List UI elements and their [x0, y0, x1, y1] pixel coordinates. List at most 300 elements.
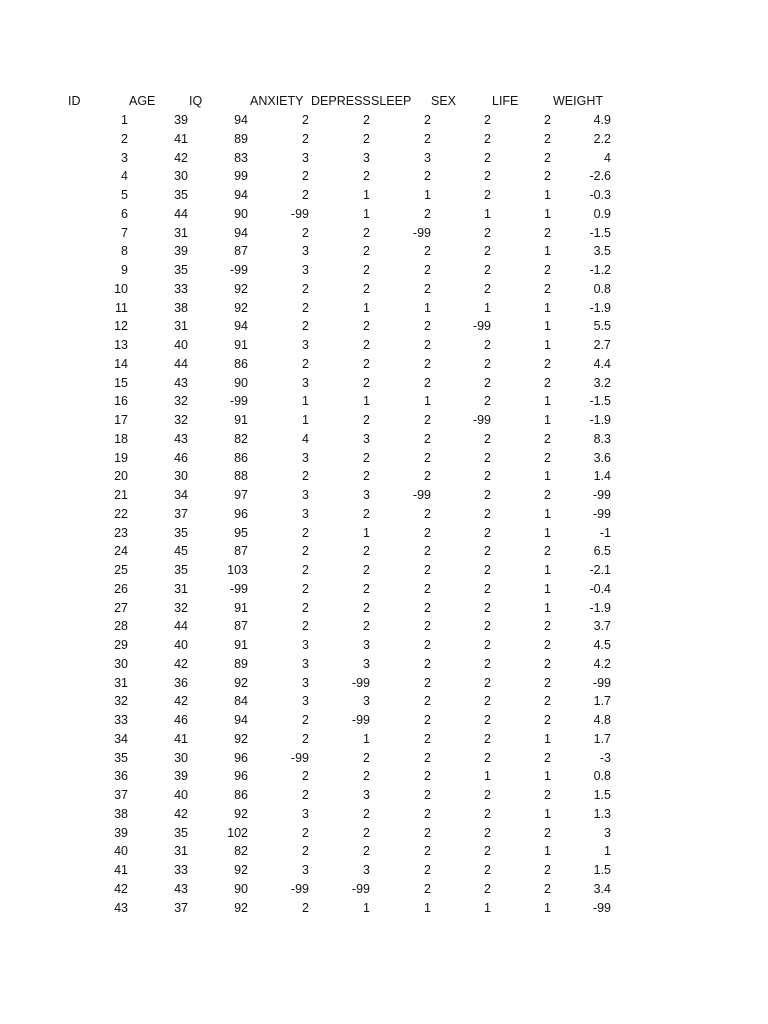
cell-age: 39: [174, 244, 188, 259]
cell-life: 2: [544, 863, 551, 877]
cell-sleep: 2: [424, 638, 431, 652]
cell-depress: 2: [363, 825, 370, 840]
cell-sleep: 2: [424, 750, 431, 765]
cell-anxiety: 3: [302, 675, 309, 690]
cell-anxiety: 3: [302, 694, 309, 709]
cell-sex: 1: [484, 900, 491, 915]
table-row: [0, 730, 768, 749]
column-header-depress: DEPRESS: [311, 94, 371, 108]
cell-weight: 1.7: [593, 731, 611, 746]
cell-sex: 2: [484, 356, 491, 371]
cell-life: 2: [544, 825, 551, 840]
cell-depress: 2: [363, 469, 370, 484]
cell-anxiety: -99: [290, 206, 309, 221]
cell-sex: 2: [484, 750, 491, 765]
cell-sex: 2: [484, 150, 491, 165]
cell-weight: 4.9: [593, 113, 611, 127]
cell-life: 2: [544, 656, 551, 671]
cell-id: 12: [114, 319, 128, 334]
cell-weight: 0.8: [593, 769, 611, 784]
cell-sex: 2: [484, 263, 491, 277]
cell-id: 16: [114, 394, 128, 409]
table-row: [0, 130, 768, 149]
cell-age: 43: [174, 881, 188, 896]
cell-sex: 2: [484, 544, 491, 559]
cell-anxiety: 1: [302, 394, 309, 409]
cell-sleep: 2: [424, 863, 431, 877]
cell-depress: 1: [363, 731, 370, 746]
cell-anxiety: 1: [302, 413, 309, 427]
table-row: [0, 149, 768, 168]
cell-sleep: 2: [424, 769, 431, 784]
cell-depress: 2: [363, 319, 370, 334]
cell-id: 2: [121, 131, 128, 146]
cell-anxiety: 3: [302, 488, 309, 502]
cell-sex: 2: [484, 638, 491, 652]
cell-age: 33: [174, 281, 188, 296]
cell-age: 40: [174, 638, 188, 652]
cell-sex: 2: [484, 563, 491, 577]
cell-life: 1: [544, 469, 551, 484]
cell-age: 31: [174, 225, 188, 240]
cell-life: 1: [544, 206, 551, 221]
cell-weight: -2.1: [589, 563, 611, 577]
cell-life: 2: [544, 788, 551, 802]
cell-anxiety: 3: [302, 806, 309, 821]
cell-age: 39: [174, 113, 188, 127]
cell-iq: 83: [234, 150, 248, 165]
cell-age: 44: [174, 206, 188, 221]
column-header-sleep: SLEEP: [371, 94, 412, 108]
cell-anxiety: 2: [302, 469, 309, 484]
cell-sex: 2: [484, 225, 491, 240]
cell-weight: 3.7: [593, 619, 611, 634]
cell-id: 11: [115, 300, 128, 315]
table-row: [0, 186, 768, 205]
cell-depress: 2: [363, 806, 370, 821]
cell-anxiety: 2: [302, 113, 309, 127]
cell-anxiety: 3: [302, 375, 309, 390]
cell-id: 22: [114, 506, 128, 521]
cell-iq: 96: [234, 769, 248, 784]
cell-depress: 3: [363, 656, 370, 671]
cell-id: 17: [114, 413, 128, 427]
cell-life: 1: [544, 244, 551, 259]
cell-sex: 2: [484, 244, 491, 259]
cell-life: 2: [544, 881, 551, 896]
cell-depress: 3: [363, 694, 370, 709]
cell-life: 2: [544, 450, 551, 465]
cell-depress: 2: [363, 619, 370, 634]
cell-depress: -99: [351, 881, 370, 896]
cell-anxiety: 2: [302, 769, 309, 784]
cell-life: 1: [544, 581, 551, 596]
cell-sleep: 2: [424, 731, 431, 746]
cell-age: 45: [174, 544, 188, 559]
cell-depress: -99: [351, 675, 370, 690]
cell-sleep: 2: [424, 694, 431, 709]
table-row: [0, 205, 768, 224]
cell-weight: -2.6: [589, 169, 611, 184]
cell-id: 21: [114, 488, 128, 502]
cell-sex: 2: [484, 675, 491, 690]
cell-weight: -1.2: [589, 263, 611, 277]
cell-weight: 4: [604, 150, 611, 165]
cell-iq: 86: [234, 788, 248, 802]
cell-anxiety: 2: [302, 731, 309, 746]
cell-id: 43: [114, 900, 128, 915]
cell-weight: 1.4: [593, 469, 611, 484]
cell-anxiety: -99: [290, 881, 309, 896]
cell-sex: 2: [484, 375, 491, 390]
cell-age: 42: [174, 806, 188, 821]
cell-sleep: 2: [424, 113, 431, 127]
table-row: [0, 280, 768, 299]
cell-depress: 2: [363, 356, 370, 371]
cell-sex: 2: [484, 169, 491, 184]
cell-id: 29: [114, 638, 128, 652]
cell-sleep: 2: [424, 619, 431, 634]
cell-sleep: 2: [424, 675, 431, 690]
cell-age: 30: [174, 169, 188, 184]
cell-depress: 2: [363, 338, 370, 352]
cell-weight: 4.8: [593, 713, 611, 727]
cell-sex: 1: [484, 769, 491, 784]
cell-sex: 2: [484, 394, 491, 409]
cell-weight: -1.5: [589, 394, 611, 409]
table-row: [0, 111, 768, 130]
cell-depress: 2: [363, 600, 370, 615]
cell-anxiety: 2: [302, 225, 309, 240]
cell-anxiety: 2: [302, 169, 309, 184]
cell-weight: 4.5: [593, 638, 611, 652]
cell-age: 33: [174, 863, 188, 877]
table-row: [0, 430, 768, 449]
cell-life: 1: [544, 731, 551, 746]
cell-sex: -99: [472, 319, 491, 334]
cell-iq: 91: [234, 338, 248, 352]
cell-age: 44: [174, 619, 188, 634]
cell-depress: 2: [363, 413, 370, 427]
table-row: [0, 655, 768, 674]
cell-depress: 2: [363, 263, 370, 277]
cell-sleep: 2: [424, 244, 431, 259]
column-header-life: LIFE: [492, 94, 519, 108]
cell-sleep: 2: [424, 169, 431, 184]
cell-age: 30: [174, 469, 188, 484]
cell-id: 9: [121, 263, 128, 277]
cell-age: 41: [174, 731, 188, 746]
table-row: [0, 299, 768, 318]
cell-weight: 1.3: [593, 806, 611, 821]
cell-life: 2: [544, 488, 551, 502]
cell-sex: 2: [484, 188, 491, 202]
cell-iq: 92: [234, 731, 248, 746]
cell-life: 2: [544, 150, 551, 165]
cell-anxiety: 2: [302, 188, 309, 202]
cell-life: 1: [544, 525, 551, 540]
cell-life: 1: [544, 844, 551, 859]
table-row: [0, 786, 768, 805]
cell-weight: 0.8: [593, 281, 611, 296]
table-row: [0, 880, 768, 899]
cell-sleep: 2: [424, 544, 431, 559]
cell-depress: 2: [363, 113, 370, 127]
cell-depress: 1: [363, 900, 370, 915]
cell-life: 1: [544, 394, 551, 409]
cell-sleep: 2: [424, 356, 431, 371]
cell-anxiety: 3: [302, 656, 309, 671]
cell-life: 1: [544, 900, 551, 915]
table-row: [0, 861, 768, 880]
cell-life: 1: [544, 413, 551, 427]
cell-age: 41: [174, 131, 188, 146]
cell-sleep: 2: [424, 281, 431, 296]
cell-life: 2: [544, 694, 551, 709]
column-header-anxiety: ANXIETY: [250, 94, 304, 108]
header-row: [0, 92, 768, 111]
cell-iq: 90: [234, 375, 248, 390]
cell-age: 46: [174, 450, 188, 465]
cell-life: 2: [544, 356, 551, 371]
cell-anxiety: 2: [302, 544, 309, 559]
cell-anxiety: 2: [302, 825, 309, 840]
cell-iq: 82: [234, 844, 248, 859]
column-header-iq: IQ: [189, 94, 203, 108]
cell-id: 26: [114, 581, 128, 596]
cell-weight: 3: [604, 825, 611, 840]
table-row: [0, 561, 768, 580]
cell-life: 1: [544, 300, 551, 315]
cell-id: 15: [114, 375, 128, 390]
cell-depress: 2: [363, 281, 370, 296]
cell-id: 42: [114, 881, 128, 896]
cell-anxiety: 3: [302, 506, 309, 521]
table-row: [0, 824, 768, 843]
cell-sex: 1: [484, 300, 491, 315]
cell-id: 5: [121, 188, 128, 202]
table-row: [0, 355, 768, 374]
cell-age: 42: [174, 694, 188, 709]
cell-sleep: 2: [424, 881, 431, 896]
cell-depress: 1: [363, 394, 370, 409]
cell-anxiety: 3: [302, 338, 309, 352]
cell-id: 23: [114, 525, 128, 540]
cell-depress: 2: [363, 244, 370, 259]
cell-life: 2: [544, 131, 551, 146]
cell-sex: 2: [484, 656, 491, 671]
cell-life: 2: [544, 619, 551, 634]
cell-anxiety: 2: [302, 300, 309, 315]
cell-weight: 3.4: [593, 881, 611, 896]
cell-anxiety: 3: [302, 863, 309, 877]
table-row: [0, 899, 768, 918]
cell-sex: 1: [484, 206, 491, 221]
cell-sleep: 2: [424, 806, 431, 821]
cell-life: 1: [544, 338, 551, 352]
cell-anxiety: 2: [302, 131, 309, 146]
cell-anxiety: 2: [302, 563, 309, 577]
cell-weight: 3.2: [593, 375, 611, 390]
cell-depress: 1: [363, 188, 370, 202]
cell-iq: 87: [234, 544, 248, 559]
cell-anxiety: 2: [302, 713, 309, 727]
cell-id: 31: [114, 675, 128, 690]
cell-sleep: 2: [424, 206, 431, 221]
cell-depress: 3: [363, 488, 370, 502]
cell-anxiety: 2: [302, 319, 309, 334]
cell-id: 33: [114, 713, 128, 727]
cell-iq: 82: [234, 431, 248, 446]
cell-depress: 2: [363, 169, 370, 184]
cell-weight: 2.2: [593, 131, 611, 146]
cell-depress: 3: [363, 788, 370, 802]
cell-iq: 94: [234, 225, 248, 240]
cell-depress: 2: [363, 544, 370, 559]
cell-life: 1: [544, 319, 551, 334]
cell-age: 35: [174, 525, 188, 540]
cell-weight: 1.7: [593, 694, 611, 709]
cell-id: 34: [114, 731, 128, 746]
cell-iq: -99: [229, 263, 248, 277]
cell-id: 32: [114, 694, 128, 709]
cell-depress: 2: [363, 131, 370, 146]
cell-anxiety: 2: [302, 900, 309, 915]
cell-sex: 2: [484, 619, 491, 634]
cell-sleep: 1: [424, 394, 431, 409]
cell-age: 32: [174, 600, 188, 615]
cell-anxiety: 2: [302, 356, 309, 371]
cell-sex: 2: [484, 844, 491, 859]
cell-depress: -99: [351, 713, 370, 727]
table-row: [0, 449, 768, 468]
table-row: [0, 674, 768, 693]
table-row: [0, 617, 768, 636]
cell-age: 35: [174, 563, 188, 577]
table-row: [0, 805, 768, 824]
cell-depress: 3: [363, 863, 370, 877]
cell-sleep: 1: [424, 300, 431, 315]
table-row: [0, 374, 768, 393]
cell-sex: 2: [484, 713, 491, 727]
cell-sleep: 2: [424, 431, 431, 446]
cell-depress: 2: [363, 563, 370, 577]
cell-id: 18: [114, 431, 128, 446]
cell-sleep: 1: [424, 900, 431, 915]
cell-age: 46: [174, 713, 188, 727]
cell-sex: 2: [484, 806, 491, 821]
cell-id: 38: [114, 806, 128, 821]
cell-life: 2: [544, 638, 551, 652]
cell-sleep: 2: [424, 563, 431, 577]
cell-iq: 92: [234, 281, 248, 296]
cell-id: 20: [114, 469, 128, 484]
cell-depress: 1: [363, 206, 370, 221]
cell-life: 2: [544, 225, 551, 240]
cell-life: 1: [544, 600, 551, 615]
cell-id: 30: [114, 656, 128, 671]
cell-age: 31: [174, 581, 188, 596]
cell-anxiety: 3: [302, 450, 309, 465]
table-row: [0, 599, 768, 618]
cell-life: 1: [544, 563, 551, 577]
cell-depress: 2: [363, 450, 370, 465]
cell-sex: 2: [484, 338, 491, 352]
cell-iq: 89: [234, 131, 248, 146]
cell-sleep: 2: [424, 788, 431, 802]
cell-iq: 87: [234, 244, 248, 259]
cell-sleep: 2: [424, 450, 431, 465]
cell-iq: 92: [234, 675, 248, 690]
cell-age: 44: [174, 356, 188, 371]
cell-depress: 2: [363, 581, 370, 596]
cell-sex: 2: [484, 506, 491, 521]
cell-depress: 2: [363, 506, 370, 521]
cell-weight: -1.5: [589, 225, 611, 240]
cell-id: 6: [121, 206, 128, 221]
cell-id: 24: [114, 544, 128, 559]
cell-sleep: 2: [424, 581, 431, 596]
cell-sleep: 2: [424, 525, 431, 540]
cell-id: 13: [114, 338, 128, 352]
cell-iq: 102: [227, 825, 248, 840]
cell-life: 2: [544, 375, 551, 390]
cell-sleep: 1: [424, 188, 431, 202]
cell-sex: -99: [472, 413, 491, 427]
cell-anxiety: 4: [302, 431, 309, 446]
cell-age: 36: [174, 675, 188, 690]
cell-anxiety: 2: [302, 581, 309, 596]
cell-age: 31: [174, 319, 188, 334]
cell-sex: 2: [484, 863, 491, 877]
cell-id: 25: [114, 563, 128, 577]
cell-weight: 4.4: [593, 356, 611, 371]
cell-life: 2: [544, 431, 551, 446]
cell-iq: 97: [234, 488, 248, 502]
cell-sex: 2: [484, 525, 491, 540]
cell-iq: 92: [234, 900, 248, 915]
cell-id: 1: [121, 113, 128, 127]
cell-id: 8: [121, 244, 128, 259]
cell-iq: -99: [229, 394, 248, 409]
table-row: [0, 636, 768, 655]
cell-iq: 96: [234, 750, 248, 765]
cell-sex: 2: [484, 131, 491, 146]
cell-weight: 3.6: [593, 450, 611, 465]
cell-iq: 95: [234, 525, 248, 540]
cell-anxiety: 2: [302, 619, 309, 634]
cell-weight: 6.5: [593, 544, 611, 559]
cell-anxiety: 3: [302, 638, 309, 652]
cell-iq: 90: [234, 881, 248, 896]
cell-sleep: 2: [424, 844, 431, 859]
cell-sleep: 2: [424, 131, 431, 146]
cell-weight: 4.2: [593, 656, 611, 671]
cell-iq: 86: [234, 450, 248, 465]
cell-sleep: 2: [424, 319, 431, 334]
cell-sleep: 2: [424, 375, 431, 390]
cell-id: 19: [114, 450, 128, 465]
column-header-id: ID: [68, 94, 81, 108]
column-header-weight: WEIGHT: [553, 94, 603, 108]
cell-iq: 87: [234, 619, 248, 634]
cell-age: 39: [174, 769, 188, 784]
table-row: [0, 224, 768, 243]
cell-sleep: -99: [412, 225, 431, 240]
cell-sex: 2: [484, 825, 491, 840]
table-row: [0, 392, 768, 411]
cell-iq: 99: [234, 169, 248, 184]
